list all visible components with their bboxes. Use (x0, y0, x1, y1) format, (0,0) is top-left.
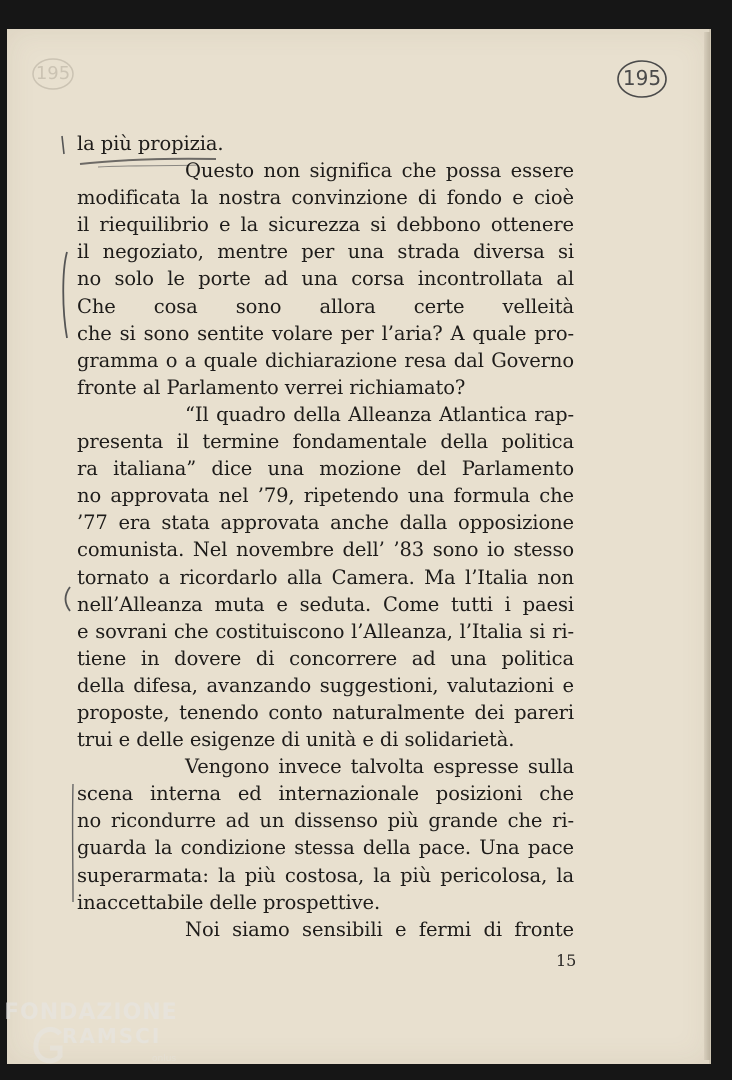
text-line: no ricondurre ad un dissenso più grande che ri- (77, 809, 574, 833)
text-line: tiene in dovere di concorrere ad una politica (77, 646, 574, 670)
margin-tick-icon (58, 134, 68, 156)
text-line: scena interna ed internazionale posizioni che (77, 782, 574, 806)
text-line: e sovrani che costituiscono l’Alleanza, l’Italia si ri- (77, 619, 574, 643)
text-line: superarmata: la più costosa, la più pericolosa, la (77, 863, 574, 887)
text-line: trui e delle esigenze di unità e di solidarietà. (77, 728, 515, 752)
ghost-stamp-icon (30, 55, 76, 93)
archive-page-stamp (616, 56, 668, 100)
text-line: Che cosa sono allora certe velleità (77, 294, 574, 318)
text-line: Questo non significa che possa essere (185, 159, 574, 183)
text-line: “Il quadro della Alleanza Atlantica rap- (185, 402, 574, 426)
text-line: inaccettabile delle prospettive. (77, 890, 381, 914)
text-line: ’77 era stata approvata anche dalla opposizione (77, 511, 574, 535)
watermark-suffix: onlus (152, 1054, 177, 1064)
text-line: modificata la nostra convinzione di fondo e cioè (77, 186, 574, 210)
text-line: gramma o a quale dichiarazione resa dal Governo (77, 348, 574, 372)
text-line: nell’Alleanza muta e seduta. Come tutti i paesi (77, 592, 574, 616)
text-line: ra italiana” dice una mozione del Parlamento (77, 457, 574, 481)
watermark-line1: FONDAZIONE (4, 1000, 178, 1025)
margin-paren-icon (61, 585, 73, 613)
text-line: fronte al Parlamento verrei richiamato? (77, 375, 466, 399)
text-line: no solo le porte ad una corsa incontrollata al (77, 267, 574, 291)
ghost-stamp-number: 195 (35, 63, 71, 84)
text-line: presenta il termine fondamentale della politica (77, 430, 574, 454)
page-edge (704, 32, 710, 1060)
page-number: 15 (556, 951, 577, 970)
text-line: tornato a ricordarlo alla Camera. Ma l’Italia non (77, 565, 574, 589)
text-line: Noi siamo sensibili e fermi di fronte (185, 917, 574, 941)
body-text (77, 130, 574, 943)
text-line: il negoziato, mentre per una strada diversa si (77, 240, 574, 264)
text-line: il riequilibrio e la sicurezza si debbono ottenere (77, 213, 574, 237)
text-line: guarda la condizione stessa della pace. Una pace (77, 836, 574, 860)
archive-stamp-number: 195 (622, 66, 662, 90)
text-line: Vengono invece talvolta espresse sulla (185, 755, 574, 779)
watermark-logo (4, 1000, 194, 1078)
text-line: che si sono sentite volare per l’aria? A quale pro- (77, 321, 574, 345)
text-line: no approvata nel ’79, ripetendo una formula che (77, 484, 574, 508)
text-line: comunista. Nel novembre dell’ ’83 sono io stesso (77, 538, 574, 562)
text-line: della difesa, avanzando suggestioni, valutazioni e (77, 673, 574, 697)
margin-bracket-icon (58, 250, 72, 342)
watermark-line2: RAMSCI (62, 1024, 162, 1048)
text-line: proposte, tenendo conto naturalmente dei pareri (77, 700, 574, 724)
text-line: la più propizia. (77, 132, 224, 155)
